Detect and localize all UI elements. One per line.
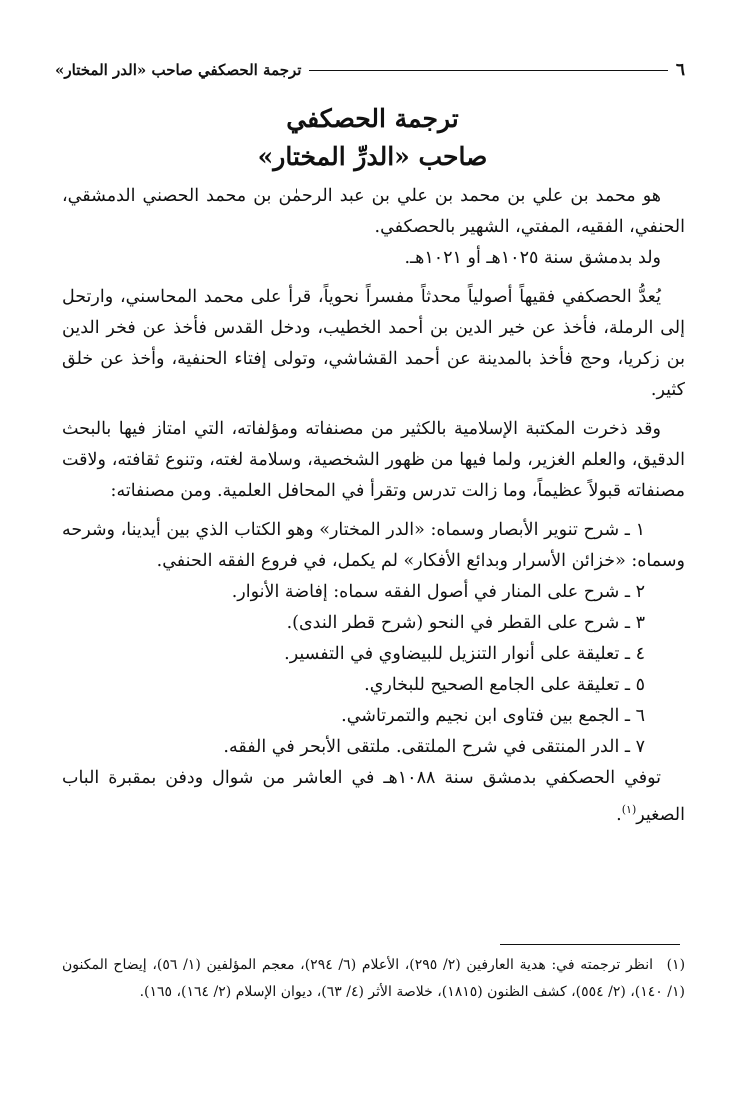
paragraph-death [62, 763, 685, 831]
chapter-title: ترجمة الحصكفي [286, 104, 459, 133]
list-item: ٤ ـ تعليقة على أنوار التنزيل للبيضاوي في التفسير. [284, 644, 645, 664]
list-item: ٥ ـ تعليقة على الجامع الصحيح للبخاري. [364, 675, 645, 695]
paragraph-lineage: هو محمد بن علي بن محمد بن علي بن عبد الرحمٰن بن محمد الحصني الدمشقي، الحنفي، الفقيه، المفتي، الشهير بالحصكفي. [62, 186, 685, 237]
list-item: ١ ـ شرح تنوير الأبصار وسماه: «الدر المختار» وهو الكتاب الذي بين أيدينا، وشرحه وسماه: «خزائن الأسرار وبدائع الأفكار» لم يكمل، في فروع الفقه الحنفي. [62, 520, 685, 571]
chapter-subtitle: صاحب «الدرِّ المختار» [257, 142, 488, 171]
body-text [62, 181, 685, 831]
page-number: ٦ [675, 60, 685, 80]
footnote-rule [500, 944, 680, 945]
death-text: توفي الحصكفي بدمشق سنة ١٠٨٨هـ في العاشر من شوال ودفن بمقبرة الباب الصغير [62, 768, 685, 825]
list-item: ٢ ـ شرح على المنار في أصول الفقه سماه: إفاضة الأنوار. [231, 582, 645, 602]
footnote-text: انظر ترجمته في: هدية العارفين (٢/ ٢٩٥)، الأعلام (٦/ ٢٩٤)، معجم المؤلفين (١/ ٥٦)، إيضاح المكنون (١/ ١٤٠)، (٢/ ٥٥٤)، كشف الظنون (١٨١٥)، خلاصة الأثر (٤/ ٦٣)، ديوان الإسلام (٢/ ١٦٤)، ١٦٥). [62, 957, 685, 1000]
footnote-number: (١) [666, 957, 686, 973]
paragraph-works-intro: وقد ذخرت المكتبة الإسلامية بالكثير من مصنفاته ومؤلفاته، التي امتاز فيها بالبحث الدقيق، والعلم الغزير، ولما فيها من ظهور الشخصية، وسلامة لغته، وتنوع ثقافته، ولاقت مصنفاته قبولاً عظيماً، وما زالت تدرس وتقرأ في المحافل العلمية. ومن مصنفاته: [62, 419, 685, 501]
list-item: ٦ ـ الجمع بين فتاوى ابن نجيم والتمرتاشي. [341, 706, 645, 726]
header-rule [309, 70, 667, 71]
footnote-reference[interactable]: (١) [621, 803, 637, 816]
paragraph-teachers: يُعدُّ الحصكفي فقيهاً أصولياً محدثاً مفسراً نحوياً، قرأ على محمد المحاسني، وارتحل إلى الرملة، فأخذ عن خير الدين بن أحمد الخطيب، ودخل القدس فأخذ عن فخر الدين بن زكريا، وحج فأخذ بالمدينة عن أحمد القشاشي، وتولى إفتاء الحنفية، وأخذ عن خلق كثير. [62, 287, 685, 400]
footnote [62, 952, 685, 1006]
death-text-end: . [616, 804, 622, 825]
running-header [55, 56, 685, 84]
list-item: ٧ ـ الدر المنتقى في شرح الملتقى. ملتقى الأبحر في الفقه. [223, 737, 645, 757]
list-item: ٣ ـ شرح على القطر في النحو (شرح قطر الندى). [286, 613, 645, 633]
paragraph-birth: ولد بدمشق سنة ١٠٢٥هـ أو ١٠٢١هـ. [404, 248, 661, 268]
running-title: ترجمة الحصكفي صاحب «الدر المختار» [55, 61, 302, 79]
